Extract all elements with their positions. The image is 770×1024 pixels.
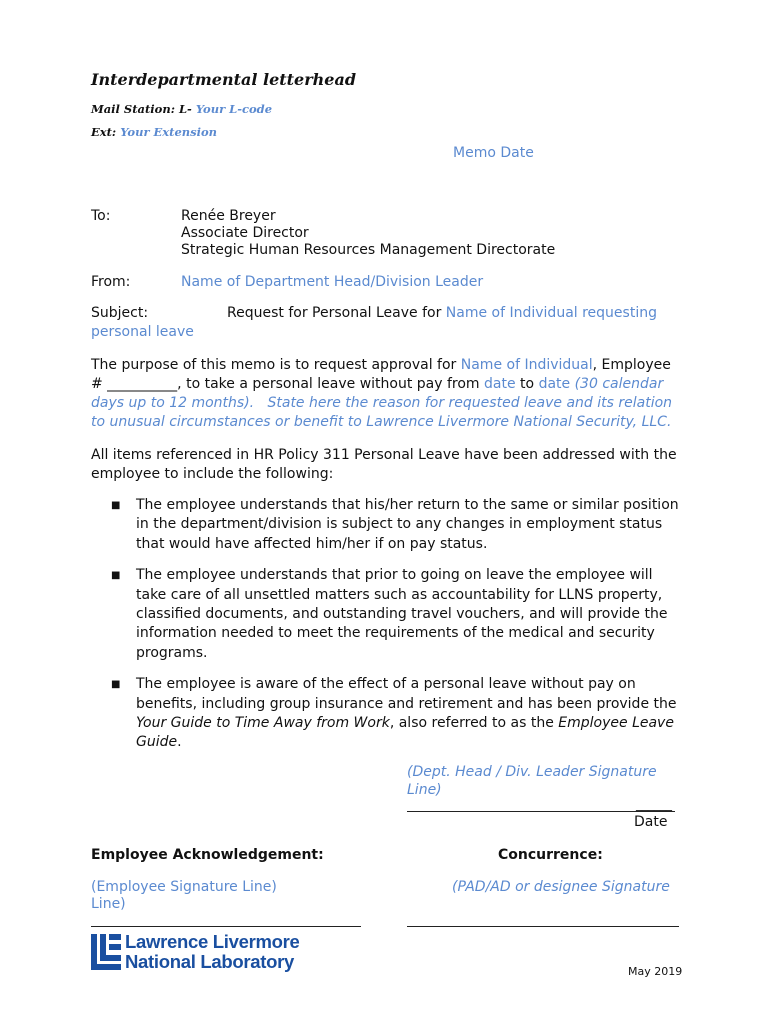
purpose-name-placeholder: Name of Individual: [460, 357, 593, 373]
letterhead-title: Interdepartmental letterhead: [91, 70, 357, 89]
bullet-list: [91, 496, 681, 765]
to-name: Renée Breyer: [181, 208, 276, 224]
subject-placeholder: Name of Individual requesting: [445, 305, 657, 321]
purpose-text-4: to: [520, 376, 535, 392]
employee-signature-line: [91, 926, 361, 927]
policy-paragraph: All items referenced in HR Policy 311 Personal Leave have been addressed with the employee to include the following:: [91, 447, 677, 482]
footer-date: May 2019: [628, 965, 683, 978]
purpose-period: .: [249, 395, 255, 411]
dept-head-signature-line: [407, 811, 675, 812]
purpose-text-3: # __________, to take a personal leave without pay from: [91, 376, 480, 392]
purpose-text-1: The purpose of this memo is to request approval for: [91, 357, 457, 373]
purpose-date-from: date: [484, 376, 516, 392]
employee-signature-label: [91, 879, 277, 913]
logo-line-2: National Laboratory: [125, 951, 295, 972]
from-label: From:: [91, 274, 131, 290]
pad-signature-label: (PAD/AD or designee Signature: [452, 879, 670, 895]
bullet-period: .: [177, 734, 182, 751]
date-label: Date: [634, 814, 668, 830]
llnl-logo: [91, 932, 331, 972]
from-value: Name of Department Head/Division Leader: [181, 274, 484, 290]
purpose-paragraph: [91, 356, 681, 432]
list-item: [91, 496, 681, 554]
leave-guide-title: Employee Leave Guide: [136, 715, 674, 751]
ext-value: Your Extension: [120, 125, 217, 139]
dept-head-signature-label: (Dept. Head / Div. Leader Signature Line): [407, 764, 657, 798]
bullet-text: The employee understands that his/her return to the same or similar position in the department/division is subject to any changes in employment status that would have affected him/her if on pay status.: [136, 497, 679, 552]
purpose-date-to: date: [538, 376, 571, 392]
list-item: [91, 675, 681, 753]
bullet-text: The employee understands that prior to going on leave the employee will take care of all unsettled matters such as accountability for LLNS property, classified documents, and outstanding travel vouchers, and will provide the information needed to meet the requirements of the medical and security programs.: [136, 567, 668, 661]
employee-signature-text-2: Line): [91, 896, 126, 912]
subject-placeholder-cont: personal leave: [91, 324, 194, 340]
llnl-logo-icon: [91, 934, 121, 970]
to-org: Strategic Human Resources Management Directorate: [181, 242, 556, 258]
pad-signature-line: [407, 926, 679, 927]
purpose-text-2: , Employee: [592, 357, 671, 373]
subject-label: Subject:: [91, 305, 149, 321]
bullet-square-icon: ■: [111, 679, 121, 691]
guide-title: Your Guide to Time Away from Work: [136, 715, 390, 732]
employee-ack-heading: Employee Acknowledgement:: [91, 847, 324, 863]
logo-line-1: Lawrence Livermore: [125, 931, 300, 952]
bullet-square-icon: ■: [111, 500, 121, 511]
bullet-text-cont: , also referred to as the: [389, 715, 554, 732]
concurrence-heading: Concurrence:: [498, 847, 603, 863]
employee-signature-text: (Employee Signature Line): [91, 879, 277, 895]
to-label: To:: [91, 208, 111, 224]
purpose-range: (30 calendar days up to 12 months): [91, 376, 664, 411]
bullet-text: The employee is aware of the effect of a personal leave without pay on benefits, including group insurance and retirement and has been provide the: [136, 676, 677, 712]
to-title: Associate Director: [181, 225, 309, 241]
to-block: [181, 208, 555, 259]
ext-label: Ext:: [91, 125, 117, 139]
purpose-reason: State here the reason for requested leave and its relation to unusual circumstances or benefit to Lawrence Livermore National Security, LLC.: [91, 395, 673, 430]
extension: [91, 125, 217, 139]
date-underscores: ______: [636, 797, 672, 811]
mail-station-label: Mail Station: L-: [91, 102, 192, 116]
list-item: [91, 566, 681, 663]
bullet-square-icon: ■: [111, 570, 121, 582]
subject-text: Request for Personal Leave for: [227, 305, 442, 321]
mail-station: [91, 102, 272, 116]
mail-station-value: Your L-code: [195, 102, 273, 116]
subject-line: [227, 305, 657, 321]
memo-date: Memo Date: [453, 145, 534, 161]
